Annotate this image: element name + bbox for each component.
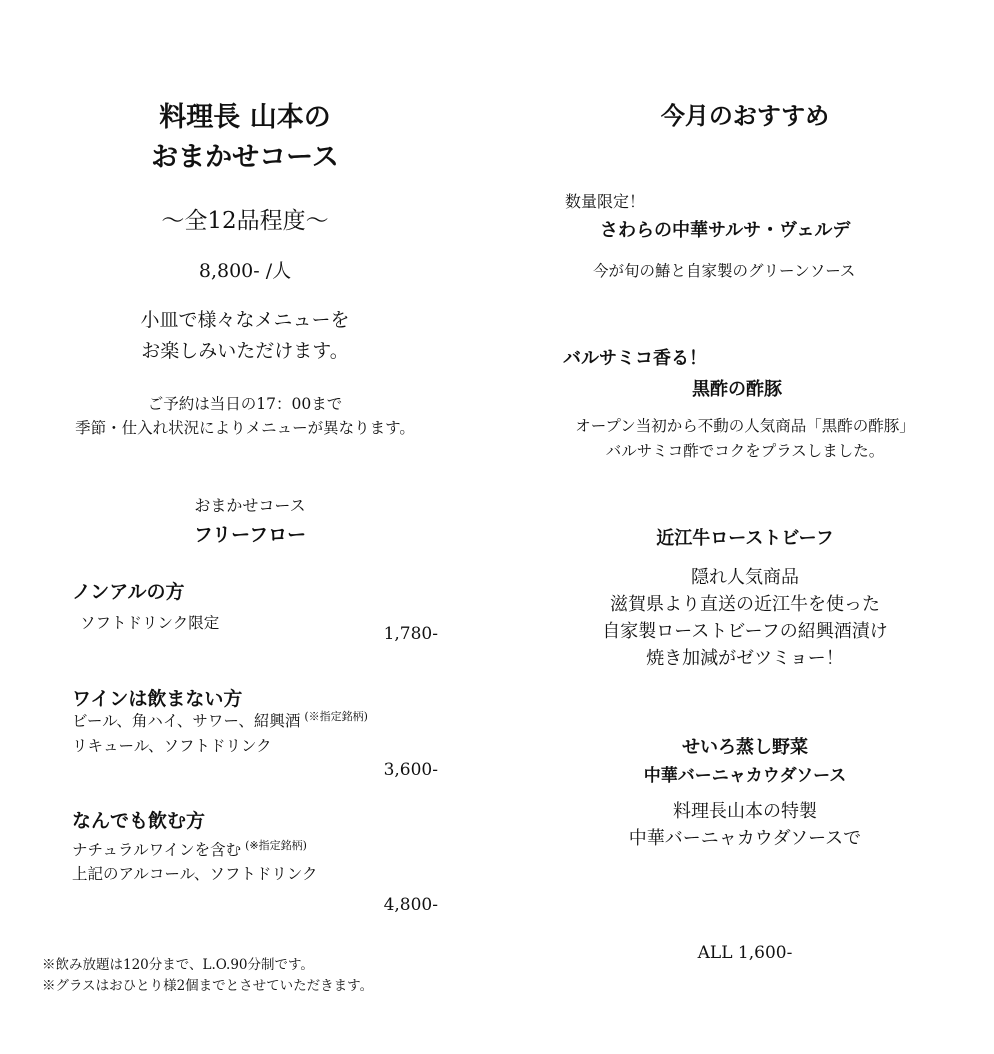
item-name: さわらの中華サルサ・ヴェルデ [600,220,851,241]
recommendations-price: ALL 1,600- [697,943,793,963]
item-name: 近江牛ローストビーフ [656,528,834,549]
plan-detail: 上記のアルコール、ソフトドリンク [72,865,318,883]
recommendations-title: 今月のおすすめ [660,101,830,130]
footnote-glass-limit: ※グラスはおひとり様2個までとさせていただきます。 [42,978,374,994]
free-flow-label: おまかせコース [194,496,306,515]
item-subname: 中華バーニャカウダソース [643,766,847,786]
plan-name: ノンアルの方 [72,581,185,603]
free-flow-title: フリーフロー [193,524,307,546]
item-name: 黒酢の酢豚 [692,379,782,400]
item-desc: 焼き加減がゼツミョー！ [646,648,844,669]
plan-price: 3,600- [383,760,438,780]
course-subtitle: 〜全12品程度〜 [161,208,329,234]
plan-detail [72,838,307,864]
item-desc: 料理長山本の特製 [673,801,817,822]
plan-detail: リキュール、ソフトドリンク [72,737,272,755]
footnote-time-limit: ※飲み放題は120分まで、L.O.90分制です。 [42,957,314,973]
item-name: せいろ蒸し野菜 [682,737,808,758]
plan-name: ワインは飲まない方 [72,688,243,710]
brand-note: (※指定銘柄) [304,710,368,723]
season-note: 季節・仕入れ状況によりメニューが異なります。 [75,419,415,437]
course-title-line1: 料理長 山本の [159,102,331,133]
brand-note: (※指定銘柄) [245,839,307,852]
item-desc: 今が旬の鰆と自家製のグリーンソース [593,262,856,280]
plan-detail [72,709,368,735]
course-price: 8,800- /人 [198,260,292,282]
item-desc: 隠れ人気商品 [691,567,799,588]
item-desc: オープン当初から不動の人気商品「黒酢の酢豚」 [575,417,915,435]
reservation-note: ご予約は当日の17：00まで [147,395,343,413]
item-desc: バルサミコ酢でコクをプラスしました。 [605,442,885,460]
item-desc: 中華バーニャカウダソースで [628,828,862,849]
course-title-line2: おまかせコース [151,142,339,173]
plan-detail-text: ビール、角ハイ、サワー、紹興酒 [72,712,301,730]
item-desc: 滋賀県より直送の近江牛を使った [610,594,880,615]
plan-price: 4,800- [383,895,438,915]
plan-name: なんでも飲む方 [72,810,206,832]
item-desc: 自家製ローストビーフの紹興酒漬け [602,621,888,642]
course-desc-line1: 小皿で様々なメニューを [140,309,350,331]
plan-price: 1,780- [383,624,438,644]
plan-detail: ソフトドリンク限定 [80,614,220,632]
item-tag: バルサミコ香る！ [563,348,707,369]
item-tag: 数量限定！ [565,192,646,211]
plan-detail-text: ナチュラルワインを含む [72,841,242,859]
course-desc-line2: お楽しみいただけます。 [141,340,349,362]
